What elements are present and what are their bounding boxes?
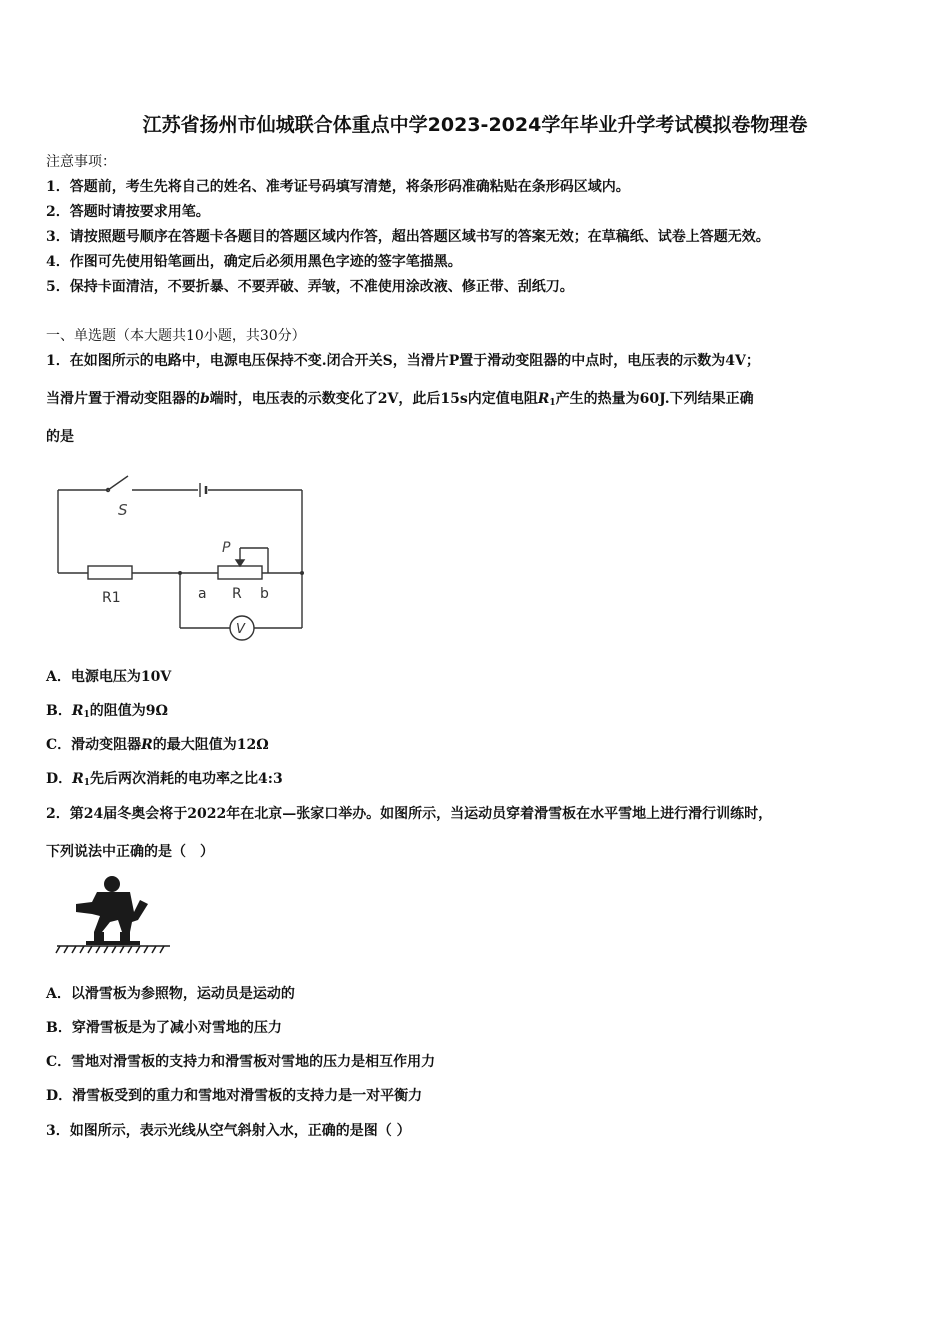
- ground-hatch: [80, 946, 84, 953]
- ground-hatch: [128, 946, 132, 953]
- q1-option-b-prefix: B．: [46, 703, 72, 719]
- ground-hatch: [152, 946, 156, 953]
- ground-hatch: [104, 946, 108, 953]
- q1-option-d-r: R: [72, 771, 84, 787]
- q1-line-2-b: b: [200, 391, 210, 407]
- junction-right: [300, 571, 304, 575]
- end-b-label: b: [260, 586, 269, 602]
- switch-blade: [108, 476, 128, 490]
- q2-line-2: 下列说法中正确的是（ ）: [46, 844, 214, 860]
- page-title: 江苏省扬州市仙城联合体重点中学2023-2024学年毕业升学考试模拟卷物理卷: [142, 114, 808, 136]
- q1-option-d: [46, 770, 283, 792]
- skier-body: [76, 892, 148, 932]
- ground-hatch: [88, 946, 92, 953]
- q1-option-a: A．电源电压为10V: [46, 669, 172, 685]
- q1-line-2-d: 产生的热量为60J.下列结果正确: [555, 391, 754, 407]
- q1-option-d-sub: 1: [83, 778, 91, 788]
- ground-hatch: [144, 946, 148, 953]
- circuit-diagram: [50, 470, 320, 645]
- q1-option-d-rest: 先后两次消耗的电功率之比4:3: [90, 771, 283, 787]
- rheostat-r: [218, 566, 262, 579]
- q1-option-c-prefix: C．滑动变阻器: [46, 737, 142, 753]
- switch-label: S: [118, 501, 128, 519]
- q1-line-2-c: 端时，电压表的示数变化了2V，此后15s内定值电阻: [209, 391, 538, 407]
- ground-hatch: [160, 946, 164, 953]
- q1-option-b-sub: 1: [83, 710, 90, 720]
- end-a-label: a: [198, 586, 207, 602]
- q2-option-d: D．滑雪板受到的重力和雪地对滑雪板的支持力是一对平衡力: [46, 1088, 423, 1104]
- q3-line-1: 3．如图所示，表示光线从空气斜射入水，正确的是图（ ）: [46, 1123, 411, 1139]
- notice-item-1: 1．答题前，考生先将自己的姓名、准考证号码填写清楚，将条形码准确粘贴在条形码区域内。: [46, 179, 630, 195]
- q2-option-b: B．穿滑雪板是为了减小对雪地的压力: [46, 1020, 282, 1036]
- q1-line-2-sub: 1: [549, 398, 556, 408]
- q1-option-c-rest: 的最大阻值为12Ω: [152, 737, 269, 753]
- ground-hatch: [96, 946, 100, 953]
- ground-hatch: [56, 946, 60, 953]
- skier-head: [104, 876, 120, 892]
- notice-item-2: 2．答题时请按要求用笔。: [46, 204, 210, 220]
- resistor-r1: [88, 566, 132, 579]
- snowboard: [86, 941, 140, 945]
- notice-item-5: 5．保持卡面清洁，不要折暴、不要弄破、弄皱，不准使用涂改液、修正带、刮纸刀。: [46, 279, 574, 295]
- q1-option-c-r: R: [141, 737, 153, 753]
- q1-option-d-prefix: D．: [46, 771, 73, 787]
- ground-hatch: [136, 946, 140, 953]
- slider-arrow: [236, 560, 244, 566]
- resistor1-label: R1: [102, 590, 121, 606]
- ground-hatch: [64, 946, 68, 953]
- rheostat-label: R: [232, 586, 242, 602]
- ground-hatch: [120, 946, 124, 953]
- q1-option-b-r: R: [71, 703, 84, 719]
- q2-option-a: A．以滑雪板为参照物，运动员是运动的: [46, 986, 295, 1002]
- notice-item-4: 4．作图可先使用铅笔画出，确定后必须用黑色字迹的签字笔描黑。: [46, 254, 462, 270]
- q2-option-c: C．雪地对滑雪板的支持力和滑雪板对雪地的压力是相互作用力: [46, 1054, 436, 1070]
- q1-line-2: [46, 390, 754, 412]
- junction-left: [178, 571, 182, 575]
- skier-illustration: [52, 872, 177, 957]
- q1-line-3: 的是: [46, 429, 74, 445]
- ground-hatch: [72, 946, 76, 953]
- notice-heading: 注意事项：: [46, 154, 116, 170]
- section-heading: 一、单选题（本大题共10小题，共30分）: [46, 328, 306, 344]
- q2-line-1: 2．第24届冬奥会将于2022年在北京—张家口举办。如图所示，当运动员穿着滑雪板在水平雪地上进行滑行训练时，: [46, 806, 773, 822]
- q1-option-b: [46, 702, 168, 724]
- q1-option-c: [46, 736, 269, 754]
- notice-item-3: 3．请按照题号顺序在答题卡各题目的答题区域内作答，超出答题区域书写的答案无效；在草稿纸、试卷上答题无效。: [46, 229, 770, 245]
- skier-left-boot: [94, 932, 104, 942]
- q1-option-b-rest: 的阻值为9Ω: [89, 703, 168, 719]
- slider-label: P: [222, 540, 231, 556]
- ground-hatch: [112, 946, 116, 953]
- q1-line-2-a: 当滑片置于滑动变阻器的: [46, 391, 200, 407]
- q1-line-2-r: R: [537, 391, 550, 407]
- q1-line-1: 1．在如图所示的电路中，电源电压保持不变.闭合开关S，当滑片P置于滑动变阻器的中点时，电压表的示数为4V；: [46, 353, 760, 369]
- voltmeter-label: V: [236, 622, 245, 637]
- skier-right-boot: [120, 932, 130, 942]
